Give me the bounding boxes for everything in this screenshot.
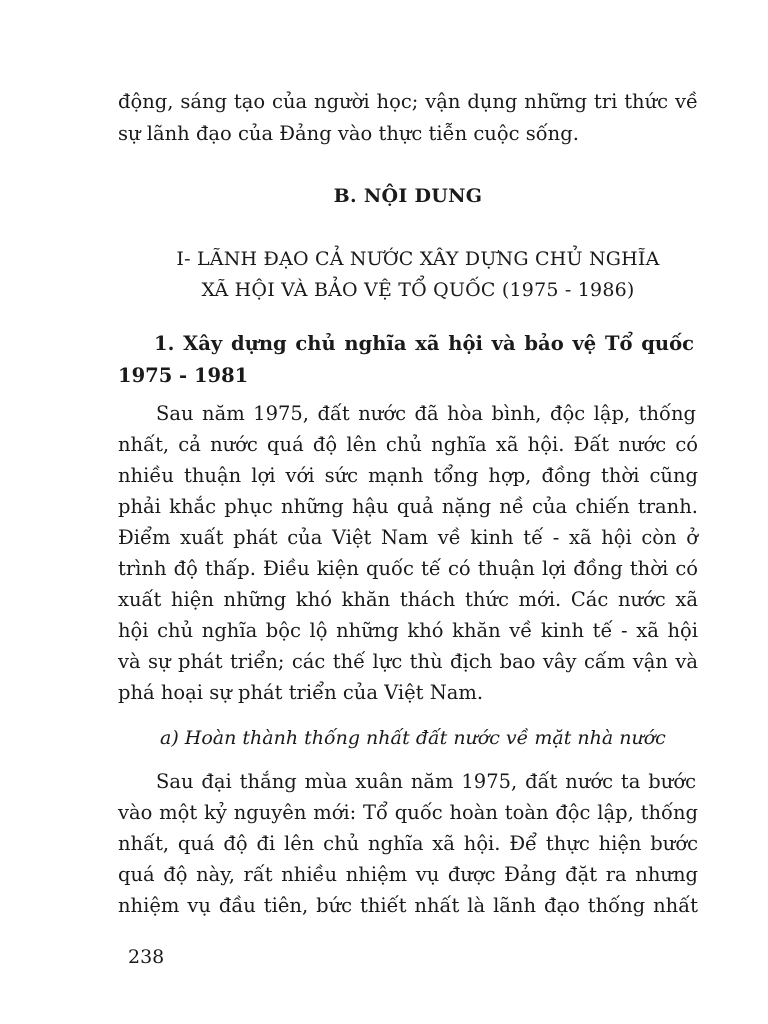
paragraph2-line-1: Sau đại thắng mùa xuân năm 1975, đất nước ta bước <box>156 770 696 793</box>
paragraph1-line-8: hội chủ nghĩa bộc lộ những khó khăn về kinh tế - xã hội <box>118 619 698 642</box>
subsection-heading-line-1: 1. Xây dựng chủ nghĩa xã hội và bảo vệ Tổ quốc <box>154 332 694 355</box>
paragraph1-line-4: phải khắc phục những hậu quả nặng nề của chiến tranh. <box>118 495 698 518</box>
section-title: B. NỘI DUNG <box>333 185 483 207</box>
subsection-heading-line-2: 1975 - 1981 <box>118 364 249 387</box>
paragraph1-line-6: trình độ thấp. Điều kiện quốc tế có thuận lợi đồng thời có <box>118 557 698 580</box>
chapter-title-line-1: I- LÃNH ĐẠO CẢ NƯỚC XÂY DỰNG CHỦ NGHĨA <box>176 248 660 270</box>
intro-line-1: động, sáng tạo của người học; vận dụng những tri thức về <box>118 90 698 113</box>
paragraph1-line-7: xuất hiện những khó khăn thách thức mới. Các nước xã <box>118 588 698 611</box>
paragraph1-line-5: Điểm xuất phát của Việt Nam về kinh tế - xã hội còn ở <box>118 526 698 549</box>
paragraph2-line-5: nhiệm vụ đầu tiên, bức thiết nhất là lãnh đạo thống nhất <box>118 894 698 917</box>
paragraph1-line-1: Sau năm 1975, đất nước đã hòa bình, độc lập, thống <box>156 402 696 425</box>
italic-subheading: a) Hoàn thành thống nhất đất nước về mặt nhà nước <box>160 727 666 749</box>
paragraph1-line-2: nhất, cả nước quá độ lên chủ nghĩa xã hội. Đất nước có <box>118 433 698 456</box>
paragraph1-line-3: nhiều thuận lợi với sức mạnh tổng hợp, đồng thời cũng <box>118 464 698 487</box>
paragraph2-line-3: nhất, quá độ đi lên chủ nghĩa xã hội. Để thực hiện bước <box>118 832 698 855</box>
paragraph2-line-4: quá độ này, rất nhiều nhiệm vụ được Đảng đặt ra nhưng <box>118 863 698 886</box>
paragraph1-line-10: phá hoại sự phát triển của Việt Nam. <box>118 681 484 704</box>
intro-line-2: sự lãnh đạo của Đảng vào thực tiễn cuộc sống. <box>118 122 579 145</box>
paragraph1-line-9: và sự phát triển; các thế lực thù địch bao vây cấm vận và <box>118 650 698 673</box>
page-number: 238 <box>128 946 165 968</box>
chapter-title-line-2: XÃ HỘI VÀ BẢO VỆ TỔ QUỐC (1975 - 1986) <box>201 279 635 301</box>
paragraph2-line-2: vào một kỷ nguyên mới: Tổ quốc hoàn toàn độc lập, thống <box>118 801 698 824</box>
